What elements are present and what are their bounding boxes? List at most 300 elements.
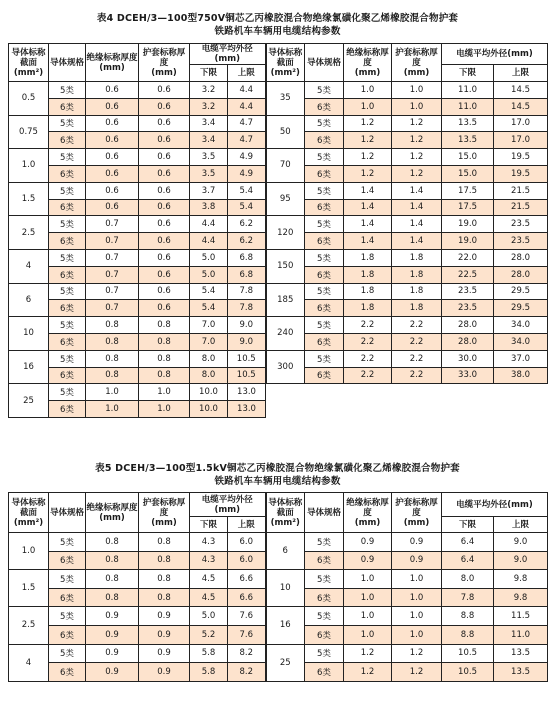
table-row	[9, 644, 548, 663]
table-row	[9, 283, 548, 300]
od-upper-cell: 34.0	[494, 333, 548, 350]
spec-cell: 5类	[305, 283, 344, 300]
insulation-cell: 1.2	[344, 644, 392, 663]
spec-cell: 5类	[49, 350, 86, 367]
table5	[8, 492, 548, 682]
od-upper-cell: 23.5	[494, 216, 548, 233]
insulation-cell: 1.0	[344, 588, 392, 607]
header-lower-right: 下限	[442, 65, 494, 82]
od-lower-cell: 3.2	[190, 82, 228, 99]
spec-cell: 6类	[305, 333, 344, 350]
section-size-cell: 185	[266, 283, 305, 317]
sheath-cell: 1.0	[392, 98, 442, 115]
od-lower-cell: 3.2	[190, 98, 228, 115]
od-upper-cell: 4.4	[228, 82, 266, 99]
od-lower-cell: 7.0	[190, 333, 228, 350]
insulation-cell: 1.4	[344, 182, 392, 199]
spec-cell: 5类	[49, 82, 86, 99]
od-lower-cell: 28.0	[442, 333, 494, 350]
spec-cell: 5类	[49, 283, 86, 300]
spec-cell: 6类	[49, 625, 86, 644]
od-lower-cell: 5.8	[190, 663, 228, 682]
sheath-cell: 0.6	[139, 98, 190, 115]
insulation-cell: 0.9	[86, 663, 139, 682]
header-sheath-right: 护套标称厚度 (mm)	[392, 44, 442, 82]
insulation-cell: 1.4	[344, 216, 392, 233]
spec-cell: 5类	[305, 149, 344, 166]
od-lower-cell: 23.5	[442, 300, 494, 317]
od-lower-cell: 11.0	[442, 98, 494, 115]
header-insulation-right: 绝缘标称厚度 (mm)	[344, 44, 392, 82]
insulation-cell: 0.9	[86, 625, 139, 644]
spec-cell: 5类	[305, 216, 344, 233]
od-upper-cell: 6.2	[228, 216, 266, 233]
od-lower-cell: 30.0	[442, 350, 494, 367]
section-size-cell: 95	[266, 182, 305, 216]
sheath-cell: 0.9	[139, 663, 190, 682]
t5-header-spec-right: 导体规格	[305, 493, 344, 533]
od-upper-cell: 4.4	[228, 98, 266, 115]
od-upper-cell: 6.8	[228, 266, 266, 283]
sheath-cell: 0.8	[139, 533, 190, 552]
section-size-cell: 1.0	[9, 533, 49, 570]
od-lower-cell: 28.0	[442, 317, 494, 334]
od-lower-cell: 4.3	[190, 533, 228, 552]
od-upper-cell: 9.0	[494, 551, 548, 570]
od-lower-cell: 7.8	[442, 588, 494, 607]
sheath-cell: 0.6	[139, 149, 190, 166]
spec-cell: 6类	[49, 132, 86, 149]
od-upper-cell: 4.7	[228, 132, 266, 149]
insulation-cell: 1.2	[344, 165, 392, 182]
od-upper-cell: 8.2	[228, 644, 266, 663]
sheath-cell: 0.6	[139, 249, 190, 266]
table4-caption-line1: 表4 DCEH/3—100型750V铜芯乙丙橡胶混合物绝缘氯磺化聚乙烯橡胶混合物护套	[96, 13, 459, 24]
insulation-cell: 0.8	[86, 588, 139, 607]
table4-caption-line2: 铁路机车车辆用电缆结构参数	[214, 26, 341, 37]
insulation-cell: 0.8	[86, 317, 139, 334]
header-spec-right: 导体规格	[305, 44, 344, 82]
od-upper-cell: 23.5	[494, 233, 548, 250]
insulation-cell: 0.6	[86, 165, 139, 182]
sheath-cell: 1.2	[392, 149, 442, 166]
sheath-cell: 0.6	[139, 182, 190, 199]
section-size-cell: 35	[266, 82, 305, 116]
t5-header-od-right: 电缆平均外径(mm)	[442, 493, 548, 517]
od-lower-cell: 13.5	[442, 132, 494, 149]
od-upper-cell: 21.5	[494, 182, 548, 199]
od-upper-cell: 7.6	[228, 607, 266, 626]
table-row	[9, 533, 548, 552]
od-upper-cell: 7.6	[228, 625, 266, 644]
od-upper-cell: 13.5	[494, 644, 548, 663]
od-lower-cell: 8.0	[190, 367, 228, 384]
insulation-cell: 0.8	[86, 367, 139, 384]
header-sheath: 护套标称厚度 (mm)	[139, 44, 190, 82]
od-upper-cell: 17.0	[494, 115, 548, 132]
sheath-cell: 0.6	[139, 266, 190, 283]
sheath-cell: 2.2	[392, 367, 442, 384]
spec-cell: 6类	[49, 401, 86, 418]
od-upper-cell: 13.0	[228, 401, 266, 418]
sheath-cell: 0.6	[139, 199, 190, 216]
section-size-cell: 1.5	[9, 182, 49, 216]
od-lower-cell: 8.0	[190, 350, 228, 367]
od-lower-cell: 22.0	[442, 249, 494, 266]
od-lower-cell: 10.0	[190, 401, 228, 418]
sheath-cell: 0.9	[392, 551, 442, 570]
od-upper-cell: 14.5	[494, 82, 548, 99]
od-upper-cell: 10.5	[228, 350, 266, 367]
insulation-cell: 0.7	[86, 233, 139, 250]
table-row	[9, 182, 548, 199]
od-upper-cell: 9.0	[494, 533, 548, 552]
header-insulation: 绝缘标称厚度 (mm)	[86, 44, 139, 82]
od-lower-cell: 3.7	[190, 182, 228, 199]
section-size-cell: 1.0	[9, 149, 49, 183]
insulation-cell: 1.8	[344, 249, 392, 266]
sheath-cell: 1.2	[392, 663, 442, 682]
insulation-cell: 0.9	[86, 644, 139, 663]
od-upper-cell: 7.8	[228, 283, 266, 300]
insulation-cell: 1.8	[344, 266, 392, 283]
od-lower-cell: 10.5	[442, 663, 494, 682]
section-size-cell: 1.5	[9, 570, 49, 607]
header-upper-right: 上限	[494, 65, 548, 82]
insulation-cell: 2.2	[344, 367, 392, 384]
od-upper-cell: 19.5	[494, 149, 548, 166]
header-spec: 导体规格	[49, 44, 86, 82]
table5-caption-line2: 铁路机车车辆用电缆结构参数	[214, 476, 341, 487]
insulation-cell: 1.2	[344, 663, 392, 682]
od-lower-cell: 19.0	[442, 233, 494, 250]
sheath-cell: 0.8	[139, 317, 190, 334]
od-lower-cell: 3.5	[190, 149, 228, 166]
od-lower-cell: 5.0	[190, 607, 228, 626]
insulation-cell: 0.7	[86, 216, 139, 233]
spec-cell: 5类	[305, 249, 344, 266]
od-upper-cell: 4.9	[228, 165, 266, 182]
spec-cell: 6类	[49, 300, 86, 317]
header-lower: 下限	[190, 65, 228, 82]
sheath-cell: 1.0	[392, 82, 442, 99]
table-row	[9, 115, 548, 132]
sheath-cell: 0.9	[139, 607, 190, 626]
od-upper-cell: 4.9	[228, 149, 266, 166]
od-lower-cell: 3.4	[190, 115, 228, 132]
sheath-cell: 1.8	[392, 300, 442, 317]
insulation-cell: 1.0	[344, 98, 392, 115]
section-size-cell: 0.5	[9, 82, 49, 116]
sheath-cell: 0.6	[139, 165, 190, 182]
spec-cell: 5类	[49, 249, 86, 266]
insulation-cell: 0.7	[86, 266, 139, 283]
od-lower-cell: 10.0	[190, 384, 228, 401]
spec-cell: 6类	[305, 199, 344, 216]
od-lower-cell: 11.0	[442, 82, 494, 99]
od-lower-cell: 4.4	[190, 233, 228, 250]
sheath-cell: 0.8	[139, 570, 190, 589]
od-upper-cell: 6.6	[228, 588, 266, 607]
table5-caption-line1: 表5 DCEH/3—100型1.5kV铜芯乙丙橡胶混合物绝缘氯磺化聚乙烯橡胶混合物护套	[95, 463, 460, 474]
sheath-cell: 0.9	[392, 533, 442, 552]
spec-cell: 6类	[305, 300, 344, 317]
insulation-cell: 1.0	[344, 625, 392, 644]
t5-header-sheath-right: 护套标称厚度 (mm)	[392, 493, 442, 533]
spec-cell: 6类	[49, 333, 86, 350]
table-row	[9, 350, 548, 367]
spec-cell: 6类	[305, 625, 344, 644]
section-size-cell: 25	[266, 644, 305, 681]
insulation-cell: 1.0	[344, 82, 392, 99]
sheath-cell: 1.8	[392, 266, 442, 283]
od-upper-cell: 38.0	[494, 367, 548, 384]
od-lower-cell: 3.5	[190, 165, 228, 182]
spec-cell: 5类	[49, 644, 86, 663]
spec-cell: 6类	[49, 199, 86, 216]
od-lower-cell: 4.3	[190, 551, 228, 570]
sheath-cell: 1.0	[392, 607, 442, 626]
od-lower-cell: 5.8	[190, 644, 228, 663]
od-upper-cell: 29.5	[494, 300, 548, 317]
od-lower-cell: 4.5	[190, 570, 228, 589]
sheath-cell: 0.8	[139, 588, 190, 607]
t5-header-spec: 导体规格	[49, 493, 86, 533]
section-size-cell: 150	[266, 249, 305, 283]
sheath-cell: 0.6	[139, 82, 190, 99]
t5-header-upper: 上限	[228, 517, 266, 533]
od-upper-cell: 6.0	[228, 551, 266, 570]
od-lower-cell: 23.5	[442, 283, 494, 300]
spec-cell: 6类	[305, 266, 344, 283]
table-row	[9, 384, 548, 401]
spec-cell: 5类	[305, 182, 344, 199]
sheath-cell: 1.4	[392, 182, 442, 199]
section-size-cell: 10	[266, 570, 305, 607]
od-lower-cell: 4.5	[190, 588, 228, 607]
sheath-cell: 2.2	[392, 350, 442, 367]
sheath-cell: 0.8	[139, 350, 190, 367]
section-size-cell: 16	[266, 607, 305, 644]
od-lower-cell: 8.8	[442, 607, 494, 626]
sheath-cell: 0.6	[139, 115, 190, 132]
spec-cell: 5类	[49, 570, 86, 589]
od-upper-cell: 28.0	[494, 249, 548, 266]
section-size-cell: 240	[266, 317, 305, 351]
spec-cell: 5类	[305, 82, 344, 99]
table-row	[9, 249, 548, 266]
t5-header-section-right: 导体标称截面 (mm²)	[266, 493, 305, 533]
t5-header-lower-right: 下限	[442, 517, 494, 533]
od-upper-cell: 7.8	[228, 300, 266, 317]
od-lower-cell: 15.0	[442, 165, 494, 182]
sheath-cell: 1.4	[392, 199, 442, 216]
sheath-cell: 0.6	[139, 216, 190, 233]
insulation-cell: 0.6	[86, 132, 139, 149]
od-lower-cell: 5.2	[190, 625, 228, 644]
spec-cell: 6类	[305, 588, 344, 607]
od-lower-cell: 3.4	[190, 132, 228, 149]
insulation-cell: 1.8	[344, 283, 392, 300]
section-size-cell: 25	[9, 384, 49, 418]
spec-cell: 6类	[305, 165, 344, 182]
od-upper-cell: 6.8	[228, 249, 266, 266]
insulation-cell: 0.6	[86, 182, 139, 199]
od-upper-cell: 19.5	[494, 165, 548, 182]
insulation-cell: 0.9	[86, 607, 139, 626]
sheath-cell: 0.8	[139, 333, 190, 350]
spec-cell: 6类	[305, 551, 344, 570]
od-lower-cell: 19.0	[442, 216, 494, 233]
od-lower-cell: 6.4	[442, 551, 494, 570]
t5-header-upper-right: 上限	[494, 517, 548, 533]
sheath-cell: 1.0	[392, 625, 442, 644]
insulation-cell: 0.8	[86, 533, 139, 552]
od-upper-cell: 9.0	[228, 317, 266, 334]
od-lower-cell: 5.0	[190, 266, 228, 283]
t5-header-lower: 下限	[190, 517, 228, 533]
table4	[8, 43, 548, 418]
insulation-cell: 2.2	[344, 350, 392, 367]
spec-cell: 5类	[305, 533, 344, 552]
insulation-cell: 0.6	[86, 98, 139, 115]
od-lower-cell: 3.8	[190, 199, 228, 216]
section-size-cell: 10	[9, 317, 49, 351]
spec-cell: 5类	[305, 607, 344, 626]
spec-cell: 5类	[49, 182, 86, 199]
od-upper-cell: 10.5	[228, 367, 266, 384]
insulation-cell: 1.0	[344, 570, 392, 589]
spec-cell: 6类	[49, 233, 86, 250]
od-lower-cell: 5.4	[190, 300, 228, 317]
spec-cell: 5类	[49, 317, 86, 334]
od-upper-cell: 34.0	[494, 317, 548, 334]
od-lower-cell: 8.0	[442, 570, 494, 589]
spec-cell: 6类	[305, 233, 344, 250]
od-lower-cell: 13.5	[442, 115, 494, 132]
insulation-cell: 0.9	[344, 533, 392, 552]
insulation-cell: 1.4	[344, 199, 392, 216]
od-upper-cell: 37.0	[494, 350, 548, 367]
od-upper-cell: 11.0	[494, 625, 548, 644]
insulation-cell: 1.2	[344, 149, 392, 166]
table-row	[9, 149, 548, 166]
spec-cell: 6类	[49, 98, 86, 115]
t5-header-section: 导体标称截面 (mm²)	[9, 493, 49, 533]
insulation-cell: 1.2	[344, 132, 392, 149]
od-upper-cell: 13.0	[228, 384, 266, 401]
insulation-cell: 0.6	[86, 199, 139, 216]
od-lower-cell: 5.0	[190, 249, 228, 266]
insulation-cell: 0.8	[86, 333, 139, 350]
sheath-cell: 0.6	[139, 233, 190, 250]
table-row	[9, 216, 548, 233]
header-od: 电缆平均外径 (mm)	[190, 44, 266, 65]
od-lower-cell: 8.8	[442, 625, 494, 644]
sheath-cell: 1.0	[139, 401, 190, 418]
od-lower-cell: 17.5	[442, 182, 494, 199]
od-upper-cell: 29.5	[494, 283, 548, 300]
od-upper-cell: 11.5	[494, 607, 548, 626]
spec-cell: 6类	[305, 132, 344, 149]
spec-cell: 6类	[49, 266, 86, 283]
od-upper-cell: 6.2	[228, 233, 266, 250]
insulation-cell: 1.0	[344, 607, 392, 626]
header-od-right: 电缆平均外径(mm)	[442, 44, 548, 65]
spec-cell: 6类	[305, 98, 344, 115]
od-upper-cell: 13.5	[494, 663, 548, 682]
sheath-cell: 1.0	[139, 384, 190, 401]
section-size-cell: 0.75	[9, 115, 49, 149]
sheath-cell: 1.4	[392, 216, 442, 233]
spec-cell: 5类	[305, 644, 344, 663]
table-row	[9, 82, 548, 99]
header-section-right: 导体标称截面 (mm²)	[266, 44, 305, 82]
od-upper-cell: 5.4	[228, 199, 266, 216]
insulation-cell: 0.6	[86, 115, 139, 132]
sheath-cell: 1.2	[392, 644, 442, 663]
section-size-cell: 70	[266, 149, 305, 183]
sheath-cell: 0.6	[139, 132, 190, 149]
insulation-cell: 0.8	[86, 570, 139, 589]
spec-cell: 6类	[49, 367, 86, 384]
spec-cell: 5类	[305, 115, 344, 132]
sheath-cell: 1.2	[392, 132, 442, 149]
t5-header-od: 电缆平均外径 (mm)	[190, 493, 266, 517]
od-upper-cell: 8.2	[228, 663, 266, 682]
od-lower-cell: 6.4	[442, 533, 494, 552]
section-size-cell: 16	[9, 350, 49, 384]
od-upper-cell: 21.5	[494, 199, 548, 216]
table-row	[9, 317, 548, 334]
sheath-cell: 1.4	[392, 233, 442, 250]
spec-cell: 5类	[305, 350, 344, 367]
spec-cell: 6类	[49, 551, 86, 570]
spec-cell: 6类	[49, 165, 86, 182]
insulation-cell: 0.8	[86, 551, 139, 570]
sheath-cell: 0.6	[139, 300, 190, 317]
sheath-cell: 1.0	[392, 588, 442, 607]
spec-cell: 5类	[49, 384, 86, 401]
header-section: 导体标称截面 (mm²)	[9, 44, 49, 82]
od-upper-cell: 5.4	[228, 182, 266, 199]
spec-cell: 5类	[305, 317, 344, 334]
sheath-cell: 0.9	[139, 644, 190, 663]
spec-cell: 6类	[49, 588, 86, 607]
spec-cell: 5类	[49, 115, 86, 132]
insulation-cell: 0.9	[344, 551, 392, 570]
sheath-cell: 1.0	[392, 570, 442, 589]
sheath-cell: 1.2	[392, 115, 442, 132]
insulation-cell: 0.7	[86, 283, 139, 300]
section-size-cell: 4	[9, 644, 49, 681]
spec-cell: 6类	[305, 367, 344, 384]
section-size-cell: 2.5	[9, 607, 49, 644]
t5-header-sheath: 护套标称厚度 (mm)	[139, 493, 190, 533]
od-upper-cell: 6.0	[228, 533, 266, 552]
table-row	[9, 570, 548, 589]
table-row	[9, 607, 548, 626]
insulation-cell: 1.8	[344, 300, 392, 317]
od-upper-cell: 6.6	[228, 570, 266, 589]
spec-cell: 5类	[49, 149, 86, 166]
insulation-cell: 1.0	[86, 384, 139, 401]
od-lower-cell: 7.0	[190, 317, 228, 334]
section-size-cell: 120	[266, 216, 305, 250]
insulation-cell: 1.0	[86, 401, 139, 418]
od-upper-cell: 28.0	[494, 266, 548, 283]
insulation-cell: 1.4	[344, 233, 392, 250]
